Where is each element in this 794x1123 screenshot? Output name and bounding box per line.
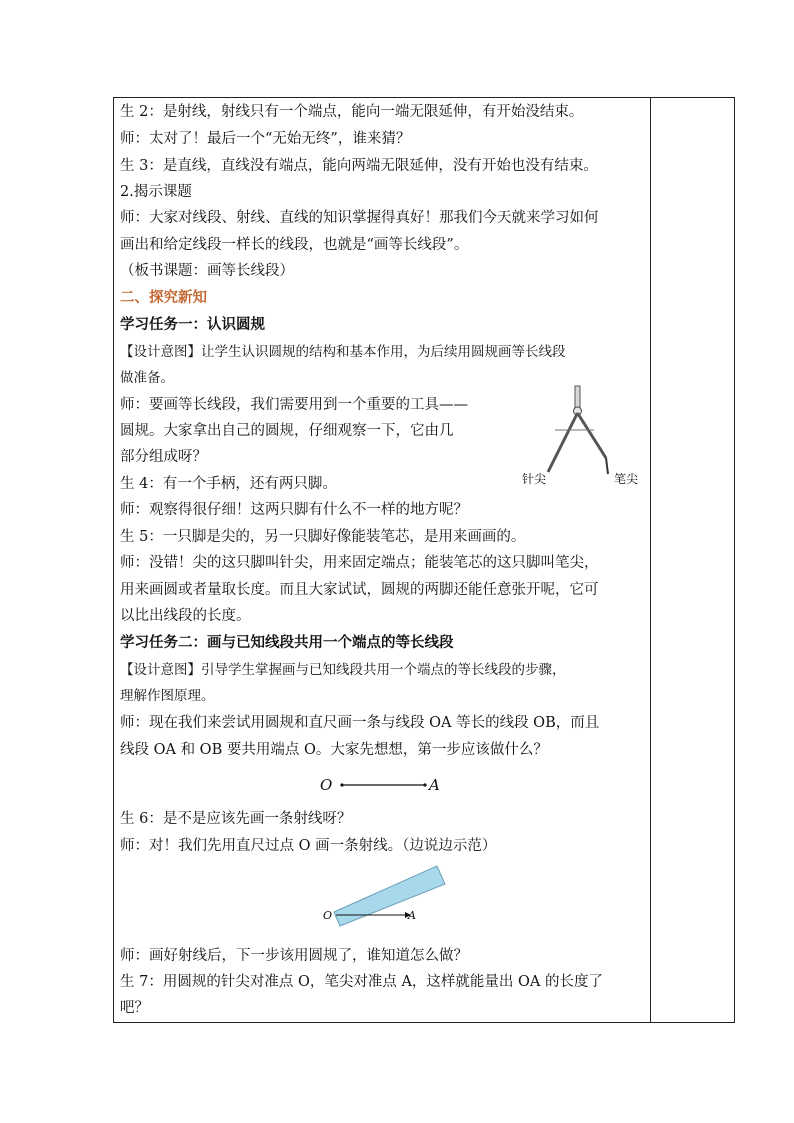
dialogue-line: 生 6：是不是应该先画一条射线呀？ xyxy=(120,811,352,827)
design-intent: 【设计意图】让学生认识圆规的结构和基本作用，为后续用圆规画等长线段 xyxy=(120,344,566,360)
dialogue-line: 师：没错！尖的这只脚叫针尖，用来固定端点；能装笔芯的这只脚叫笔尖， xyxy=(120,555,599,571)
dialogue-line: 师：太对了！最后一个“无始无终”，谁来猜？ xyxy=(120,131,411,147)
section-heading: 二、探究新知 xyxy=(120,290,207,306)
ray-point-o-label: O xyxy=(323,909,333,922)
dialogue-line: 师：要画等长线段，我们需要用到一个重要的工具—— xyxy=(120,397,468,413)
dialogue-line: 师：对！我们先用直尺过点 O 画一条射线。（边说边示范） xyxy=(120,838,497,854)
dialogue-line: 圆规。大家拿出自己的圆规，仔细观察一下，它由几 xyxy=(120,423,454,439)
point-o-label: O xyxy=(320,776,333,794)
table-column-divider xyxy=(650,97,651,1023)
design-intent: 理解作图原理。 xyxy=(120,688,215,704)
dialogue-line: 生 5：一只脚是尖的，另一只脚好像能装笔芯，是用来画画的。 xyxy=(120,529,526,545)
dialogue-line: 以比出线段的长度。 xyxy=(120,608,251,624)
needle-label: 针尖 xyxy=(522,472,547,486)
dialogue-line: 生 7：用圆规的针尖对准点 O，笔尖对准点 A，这样就能量出 OA 的长度了 xyxy=(120,974,603,990)
ray-point-a-label: A xyxy=(408,909,416,922)
dialogue-line: 师：现在我们来尝试用圆规和直尺画一条与线段 OA 等长的线段 OB，而且 xyxy=(120,715,600,731)
dialogue-line: 生 3：是直线，直线没有端点，能向两端无限延伸，没有开始也没有结束。 xyxy=(120,158,598,174)
point-a-label: A xyxy=(429,776,440,794)
dialogue-line: 师：观察得很仔细！这两只脚有什么不一样的地方呢？ xyxy=(120,502,468,518)
dialogue-line: 生 4：有一个手柄，还有两只脚。 xyxy=(120,476,337,492)
subsection-heading: 2.揭示课题 xyxy=(120,184,192,200)
ray-ruler-figure xyxy=(320,860,450,940)
design-intent: 做准备。 xyxy=(120,370,174,386)
pen-label: 笔尖 xyxy=(614,472,639,486)
dialogue-line: 师：画好射线后，下一步该用圆规了，谁知道怎么做？ xyxy=(120,948,468,964)
dialogue-line: 生 2：是射线，射线只有一个端点，能向一端无限延伸，有开始没结束。 xyxy=(120,104,584,120)
task-heading: 学习任务二：画与已知线段共用一个端点的等长线段 xyxy=(120,635,454,651)
dialogue-line: 线段 OA 和 OB 要共用端点 O。大家先想想，第一步应该做什么？ xyxy=(120,742,548,758)
dialogue-line: 画出和给定线段一样长的线段，也就是“画等长线段”。 xyxy=(120,237,469,253)
dialogue-line: 吧？ xyxy=(120,1000,149,1016)
task-heading: 学习任务一：认识圆规 xyxy=(120,317,265,333)
segment-oa-figure xyxy=(318,770,448,800)
dialogue-line: 部分组成呀？ xyxy=(120,449,207,465)
board-note: （板书课题：画等长线段） xyxy=(120,263,294,279)
design-intent: 【设计意图】引导学生掌握画与已知线段共用一个端点的等长线段的步骤， xyxy=(120,662,566,678)
compass-figure xyxy=(510,380,650,490)
dialogue-line: 师：大家对线段、射线、直线的知识掌握得真好！那我们今天就来学习如何 xyxy=(120,210,599,226)
dialogue-line: 用来画圆或者量取长度。而且大家试试，圆规的两脚还能任意张开呢，它可 xyxy=(120,582,599,598)
